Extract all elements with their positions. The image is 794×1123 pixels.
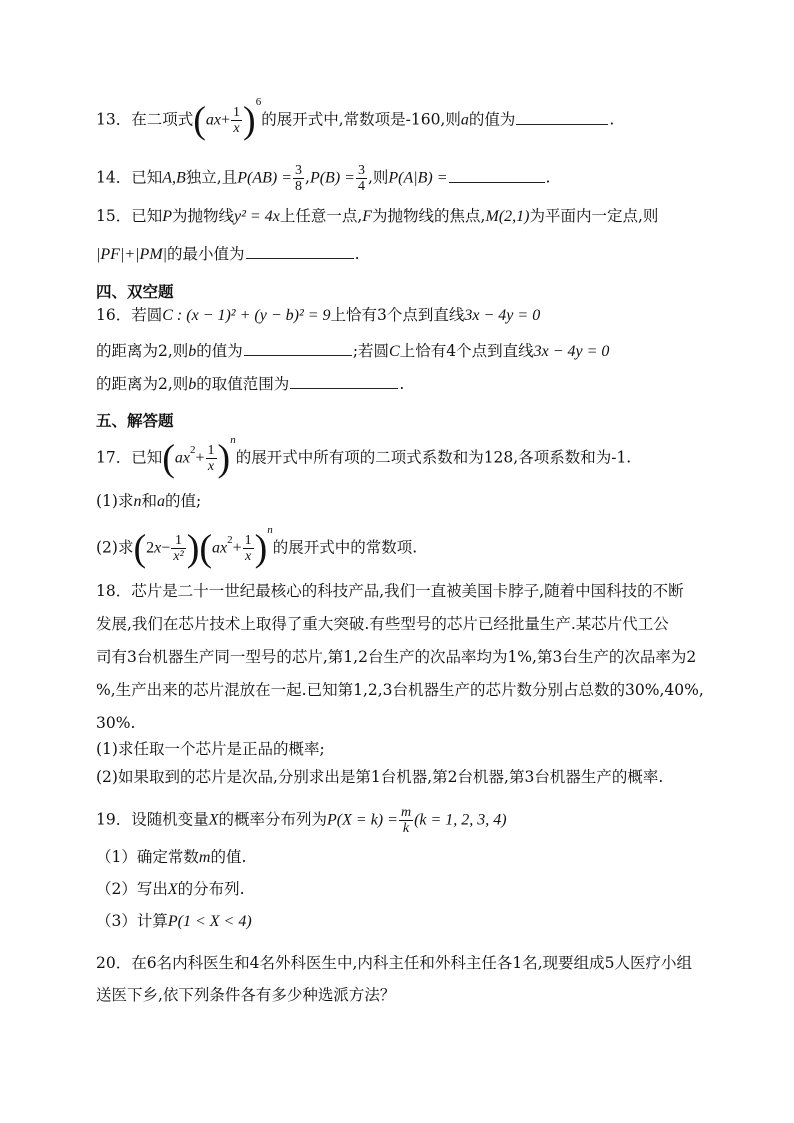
question-15-line-1 — [96, 205, 658, 228]
expr-circle: C : (x − 1)² + (y − b)² = 9 — [162, 307, 331, 324]
expr-ax2: ax — [174, 449, 190, 467]
fraction-3-8: $\frac{3}{8}$ — [295, 163, 302, 194]
q16-text-3: 的值为 — [196, 342, 243, 360]
question-18-line-2: 发展,我们在芯片技术上取得了重大突破.有些型号的芯片已经批量生产.某芯片代工公 — [96, 615, 669, 633]
question-19-part-2 — [96, 878, 245, 901]
question-17-part-1 — [96, 490, 201, 513]
question-18-line-4: %,生产出来的芯片混放在一起.已知第1,2,3台机器生产的芯片数分别占总数的30%,40%, — [96, 681, 704, 699]
question-18-line-5: 30%. — [96, 714, 136, 732]
var-f: F — [362, 208, 373, 225]
fraction-1-over-x: $\frac{1}{x}$ — [244, 533, 252, 564]
var-ab: A,B — [162, 169, 186, 187]
answer-blank-15[interactable] — [246, 244, 354, 259]
q13-text: 的展开式中,常数项是-160,则 — [261, 110, 461, 129]
question-13: 13．在二项式(ax+ $\frac{1}{x}$ )$^6$的展开式中,常数项是-160,则a的值为 . — [96, 96, 615, 142]
question-19-line-1 — [96, 805, 507, 836]
exponent-2: 2 — [190, 444, 196, 456]
var-x: X — [208, 811, 219, 829]
question-16-line-3 — [96, 373, 404, 396]
answer-blank-16b[interactable] — [290, 374, 398, 389]
period: . — [545, 168, 551, 187]
right-paren: ) — [243, 99, 256, 142]
q17-part1-text: 的值; — [164, 492, 202, 510]
expr-p-a-given-b: P(A|B) = — [388, 169, 448, 187]
q16-text-2: 的距离为2,则 — [96, 342, 189, 360]
question-18-part-1: (1)求任取一个芯片是正品的概率; — [96, 740, 325, 758]
left-paren: ( — [199, 527, 212, 570]
q16-text: 上恰有3个点到直线 — [330, 306, 465, 324]
question-16-line-1 — [96, 304, 540, 327]
question-15-line-2 — [96, 243, 360, 266]
q15-text-2: 上任意一点, — [279, 207, 363, 225]
q15-text-4: 为平面内一定点,则 — [529, 207, 659, 225]
question-16-line-2 — [96, 340, 609, 363]
q19-part3-label: （3）计算 — [96, 912, 168, 930]
q13-label: 13．在二项式 — [96, 110, 194, 129]
question-18-line-1: 18．芯片是二十一世纪最核心的科技产品,我们一直被美国卡脖子,随着中国科技的不断 — [96, 582, 684, 600]
period: . — [609, 110, 615, 129]
question-17-line-1: 17．已知($ax^2+$ $\frac{1}{x}$ )$^n$的展开式中所有项的二项式系数和为128,各项系数和为-1. — [96, 434, 632, 480]
expr-line: 3x − 4y = 0 — [464, 307, 541, 324]
q14-label: 14．已知 — [96, 168, 163, 187]
expr-pf-pm: |PF|+|PM| — [96, 246, 168, 263]
expr-p-ab: P(AB) = — [237, 169, 292, 187]
q19-part2-label: （2）写出 — [96, 880, 168, 898]
q15-label: 15．已知 — [96, 207, 163, 225]
right-paren: ) — [254, 527, 268, 570]
expr-line-2: 3x − 4y = 0 — [533, 343, 610, 360]
comma: , — [305, 168, 310, 187]
fraction-3-4: $\frac{3}{4}$ — [357, 163, 365, 194]
expr-k-range: (k = 1, 2, 3, 4) — [414, 811, 507, 829]
fraction-1-over-x2: $\frac{1}{\text{x²}}$ — [173, 533, 184, 564]
question-18-part-2: (2)如果取到的芯片是次品,分别求出是第1台机器,第2台机器,第3台机器生产的概率. — [96, 768, 664, 786]
question-18-line-3: 司有3台机器生产同一型号的芯片,第1,2台生产的次品率均为1%,第3台生产的次品率为2 — [96, 648, 697, 666]
expr-p-x-k: P(X = k) = — [327, 811, 398, 829]
q19-part2-text: 的分布列. — [177, 880, 245, 898]
q14-text: 独立,且 — [185, 168, 238, 187]
expr-p-b: P(B) = — [309, 169, 355, 187]
right-paren: ) — [186, 527, 200, 570]
exponent-2: 2 — [227, 534, 233, 546]
left-paren: ( — [193, 99, 206, 142]
var-n: n — [133, 493, 142, 510]
var-p: P — [162, 208, 173, 225]
exponent-6: 6 — [255, 96, 262, 108]
q19-text: 的概率分布列为 — [218, 810, 328, 829]
var-b: b — [188, 343, 197, 360]
q17-part2-text: 的展开式中的常数项. — [272, 538, 418, 557]
q16-text-5: 上恰有4个点到直线 — [399, 342, 534, 360]
q15-text-3: 为抛物线的焦点, — [372, 207, 486, 225]
q16-text-4: ;若圆 — [352, 342, 390, 360]
q13-text-2: 的值为 — [468, 110, 516, 129]
exponent-n: n — [230, 434, 236, 446]
question-19-part-1 — [96, 846, 246, 869]
period: . — [354, 245, 360, 263]
section-heading-5: 五、解答题 — [96, 412, 174, 430]
q16-text-6: 的距离为2,则 — [96, 375, 189, 393]
var-m: m — [198, 849, 211, 866]
q17-text: 的展开式中所有项的二项式系数和为128,各项系数和为-1. — [235, 448, 632, 467]
q16-text-7: 的取值范围为 — [196, 375, 290, 393]
q19-part1-text: 的值. — [210, 848, 247, 866]
period: . — [399, 375, 405, 393]
q17-label: 17．已知 — [96, 448, 163, 467]
left-paren: ( — [133, 527, 147, 570]
q19-part1-label: （1）确定常数 — [96, 848, 199, 866]
answer-blank-16a[interactable] — [244, 341, 352, 356]
expr-parabola: y² = 4x — [234, 208, 280, 225]
question-20-line-1: 20．在6名内科医生和4名外科医生中,内科主任和外科主任各1名,现要组成5人医疗小组 — [96, 954, 693, 972]
question-17-part-2: (2)求(2x− $\frac{1}{\text{x²}}$ )($ax^2+$ $\frac{1}{x}$ )$^n$的展开式中的常数项. — [96, 524, 418, 570]
expr-p-range: P(1 < X < 4) — [167, 913, 252, 930]
and-text: 和 — [141, 492, 157, 510]
question-20-line-2: 送医下乡,依下列条件各有多少种选派方法？ — [96, 986, 396, 1004]
fraction-1-over-x: $\frac{1}{x}$ — [233, 105, 241, 136]
fraction-m-over-k: $\frac{m}{k}$ — [400, 805, 412, 836]
q14-text-2: ,则 — [367, 168, 389, 187]
question-19-part-3 — [96, 910, 252, 933]
question-14 — [96, 163, 550, 194]
expr-point-m: M(2,1) — [485, 208, 530, 225]
answer-blank-14[interactable] — [449, 168, 545, 183]
exponent-n: n — [267, 524, 273, 536]
var-b-2: b — [188, 376, 197, 393]
right-paren: ) — [217, 437, 231, 480]
q17-part1-label: (1)求 — [96, 492, 134, 510]
left-paren: ( — [162, 437, 175, 480]
var-a: a — [460, 111, 469, 129]
answer-blank-13[interactable] — [516, 110, 608, 125]
var-c: C — [389, 343, 400, 360]
var-a: a — [156, 493, 165, 510]
q17-part2-label: (2)求 — [96, 538, 134, 557]
section-heading-4: 四、双空题 — [96, 283, 174, 301]
fraction-1-over-x: $\frac{1}{x}$ — [207, 443, 215, 474]
q15-text-5: 的最小值为 — [167, 245, 245, 263]
q19-label: 19．设随机变量 — [96, 810, 209, 829]
q15-text: 为抛物线 — [172, 207, 235, 225]
q16-label: 16．若圆 — [96, 306, 163, 324]
var-x: X — [167, 881, 178, 898]
expr-ax: ax — [205, 111, 221, 129]
